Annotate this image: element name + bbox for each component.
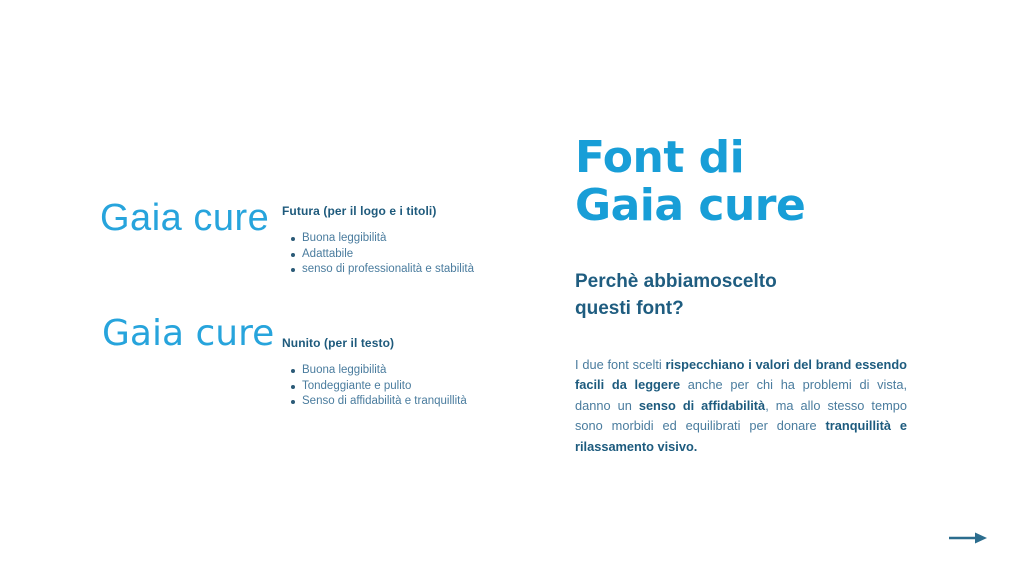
paragraph-text-run: anche per chi ha problemi di vista, danno un [575,377,908,413]
body-paragraph [575,355,907,458]
nunito-section [282,336,507,410]
next-arrow-button[interactable] [948,530,988,546]
paragraph-bold-run: senso di affidabilità [638,397,766,413]
page-title-line1: Font di [575,132,745,184]
futura-section-heading: Futura (per il logo e i titoli) [282,204,437,218]
paragraph-bold-run: rispecchiano i valori del brand essendo facili da leggere [575,356,907,393]
nunito-section-heading: Nunito (per il testo) [282,336,395,350]
page-subtitle-line2: questi font? [575,297,684,319]
font-sample-futura: Gaia cure [100,197,270,239]
bullet-item: Tondeggiante e pulito [302,379,507,395]
paragraph-bold-run: tranquillità e rilassamento visivo. [575,418,907,454]
nunito-bullet-list [282,363,507,410]
paragraph-text-run: , ma allo stesso tempo sono morbidi ed equilibrati per donare [575,397,907,434]
futura-bullet-list [282,231,507,278]
font-sample-nunito: Gaia cure [102,313,275,354]
futura-section [282,204,507,278]
page-title [575,134,805,230]
page-subtitle-line1: Perchè abbiamoscelto [575,270,777,292]
bullet-item: senso di professionalità e stabilità [302,262,507,278]
bullet-item: Buona leggibilità [302,231,507,247]
page-subtitle [575,268,777,322]
right-arrow-icon [948,530,988,546]
bullet-item: Buona leggibilità [302,363,507,379]
bullet-item: Senso di affidabilità e tranquillità [302,394,507,410]
paragraph-text-run: I due font scelti [575,356,666,372]
page-title-line2: Gaia cure [575,180,806,232]
bullet-item: Adattabile [302,247,507,263]
